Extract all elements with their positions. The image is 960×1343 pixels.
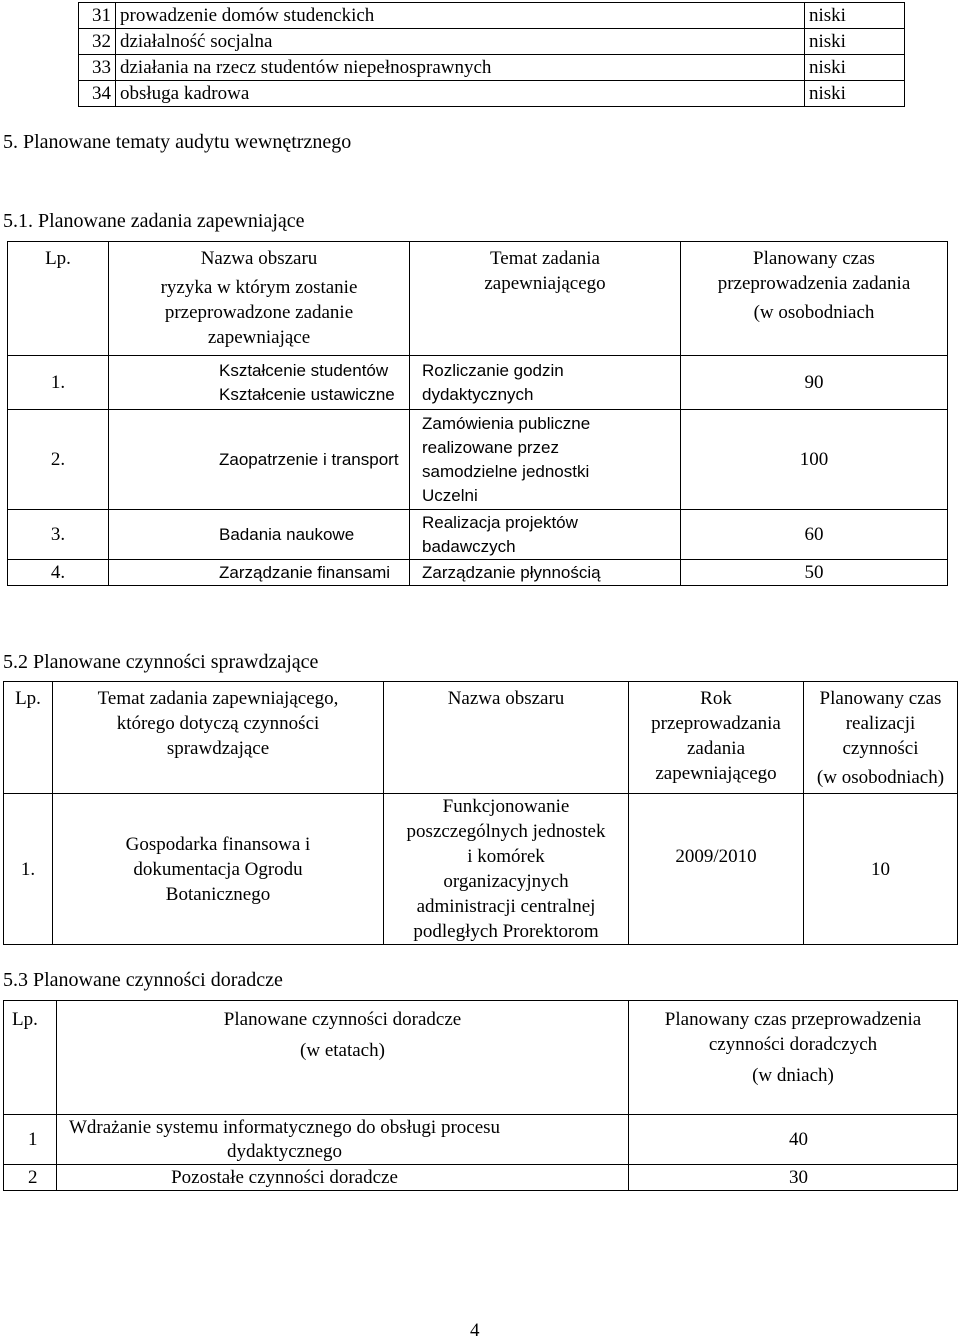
- header-time-line: czynności: [842, 738, 919, 759]
- area-name: [384, 794, 629, 945]
- area-line: Funkcjonowanie: [442, 796, 570, 817]
- table-row: [4, 1165, 958, 1191]
- header-lp: Lp.: [4, 682, 53, 794]
- risk-level: niski: [805, 55, 905, 81]
- header-time-line: Planowany czas przeprowadzenia: [664, 1009, 922, 1030]
- table-row: [4, 1115, 958, 1165]
- table-row: [4, 794, 958, 945]
- planned-time: 50: [681, 560, 948, 586]
- area-name: Zaopatrzenie i transport: [109, 410, 410, 510]
- header-time: [681, 242, 948, 356]
- topic-line: Botanicznego: [165, 883, 271, 905]
- table-row: [8, 560, 948, 586]
- header-year-line: przeprowadzania: [651, 713, 781, 734]
- section-5-3-heading: 5.3 Planowane czynności doradcze: [3, 969, 283, 991]
- row-number: 1.: [4, 794, 53, 945]
- table-row: [8, 510, 948, 560]
- planned-time: 60: [681, 510, 948, 560]
- task-topic: [410, 356, 681, 410]
- row-number: 32: [79, 29, 116, 55]
- header-time: [629, 1001, 958, 1115]
- topic-line: samodzielne jednostki: [422, 461, 590, 481]
- planned-time: 90: [681, 356, 948, 410]
- header-area-line: zapewniające: [207, 327, 311, 348]
- header-time-line: Planowany czas: [753, 248, 875, 269]
- row-number: 31: [79, 3, 116, 29]
- table-header-row: [4, 682, 958, 794]
- planned-time: 100: [681, 410, 948, 510]
- row-number: 4.: [8, 560, 109, 586]
- area-line: administracji centralnej: [416, 896, 596, 917]
- row-number: 34: [79, 81, 116, 107]
- task-topic: Zarządzanie płynnością: [410, 560, 681, 586]
- header-topic: [410, 242, 681, 356]
- topic-line: realizowane przez: [422, 437, 560, 457]
- row-number: 33: [79, 55, 116, 81]
- topic-line: Uczelni: [422, 485, 478, 505]
- header-year-line: zadania: [686, 738, 745, 759]
- advisory-name-line: Wdrażanie systemu informatycznego do obsługi procesu: [68, 1116, 501, 1138]
- row-number: 2.: [8, 410, 109, 510]
- header-time-line: przeprowadzenia zadania: [717, 273, 911, 294]
- area-line: organizacyjnych: [443, 871, 569, 892]
- row-number: 1.: [8, 356, 109, 410]
- topic-line: badawczych: [422, 536, 516, 556]
- table-row: [79, 81, 905, 107]
- task-year: 2009/2010: [629, 794, 804, 945]
- planned-time: 40: [629, 1115, 958, 1165]
- header-time-line: Planowany czas: [819, 688, 942, 709]
- risk-level: niski: [805, 81, 905, 107]
- planned-time: 30: [629, 1165, 958, 1191]
- table-row: [79, 55, 905, 81]
- risk-level: niski: [805, 3, 905, 29]
- topic-line: Zamówienia publiczne: [422, 413, 591, 433]
- task-topic: [410, 510, 681, 560]
- header-time-line: (w dniach): [752, 1065, 834, 1086]
- area-line: poszczególnych jednostek: [406, 821, 606, 842]
- area-name: Badania naukowe: [109, 510, 410, 560]
- risk-level: niski: [805, 29, 905, 55]
- header-area-line: ryzyka w którym zostanie: [160, 277, 358, 298]
- topic-line: dokumentacja Ogrodu: [133, 858, 303, 880]
- area-name: [109, 356, 410, 410]
- topic-line: dydaktycznych: [422, 384, 534, 404]
- table-header-row: [8, 242, 948, 356]
- header-time-line: (w osobodniach: [753, 302, 875, 323]
- header-area: [384, 682, 629, 794]
- header-topic-line: sprawdzające: [166, 738, 270, 759]
- header-name-line: (w etatach): [300, 1040, 385, 1061]
- header-name: [57, 1001, 629, 1115]
- advisory-name: [57, 1115, 629, 1165]
- area-name: działania na rzecz studentów niepełnosprawnych: [116, 55, 805, 81]
- area-name: działalność socjalna: [116, 29, 805, 55]
- advisory-name-line: dydaktycznego: [226, 1140, 342, 1162]
- advisory-name: Pozostałe czynności doradcze: [57, 1165, 629, 1191]
- topic-line: Rozliczanie godzin: [422, 360, 564, 380]
- section-5-1-heading: 5.1. Planowane zadania zapewniające: [3, 210, 305, 232]
- header-topic-line: Temat zadania: [490, 248, 600, 269]
- assurance-tasks-table: [7, 241, 948, 586]
- row-number: 1: [4, 1115, 57, 1165]
- header-year-line: Rok: [700, 688, 732, 709]
- header-time-line: czynności doradczych: [708, 1034, 878, 1055]
- verification-activities-table: [3, 681, 958, 945]
- header-area: [109, 242, 410, 356]
- row-number: 3.: [8, 510, 109, 560]
- header-year-line: zapewniającego: [655, 763, 777, 784]
- table-row: [8, 410, 948, 510]
- table-row: [79, 3, 905, 29]
- header-topic-line: którego dotyczą czynności: [116, 713, 320, 734]
- table-row: [79, 29, 905, 55]
- header-lp: [8, 242, 109, 356]
- page-number: 4: [470, 1320, 480, 1341]
- header-area-line: Nazwa obszaru: [447, 688, 565, 709]
- header-time-line: (w osobodniach): [816, 767, 945, 788]
- section-5-2-heading: 5.2 Planowane czynności sprawdzające: [3, 651, 319, 673]
- task-topic: [53, 794, 384, 945]
- task-topic: [410, 410, 681, 510]
- header-lp: Lp.: [4, 1001, 57, 1115]
- table-header-row: [4, 1001, 958, 1115]
- section-5-heading: 5. Planowane tematy audytu wewnętrznego: [3, 131, 352, 153]
- header-area-line: Nazwa obszaru: [200, 248, 318, 269]
- header-topic: [53, 682, 384, 794]
- area-line: i komórek: [467, 846, 545, 867]
- header-topic-line: Temat zadania zapewniającego,: [97, 688, 339, 709]
- advisory-activities-table: [3, 1000, 958, 1191]
- area-name: prowadzenie domów studenckich: [116, 3, 805, 29]
- header-name-line: Planowane czynności doradcze: [223, 1009, 462, 1030]
- table-row: [8, 356, 948, 410]
- header-topic-line: zapewniającego: [484, 273, 606, 294]
- area-line: Kształcenie ustawiczne: [219, 384, 395, 404]
- header-area-line: przeprowadzone zadanie: [164, 302, 354, 323]
- planned-time: 10: [804, 794, 958, 945]
- topic-line: Gospodarka finansowa i: [125, 833, 311, 855]
- header-time-line: realizacji: [845, 713, 916, 734]
- area-line: podległych Prorektorom: [413, 921, 599, 942]
- area-name: Zarządzanie finansami: [109, 560, 410, 586]
- top-risk-table: [78, 2, 905, 107]
- header-time: [804, 682, 958, 794]
- topic-line: Realizacja projektów: [422, 512, 578, 532]
- header-year: [629, 682, 804, 794]
- row-number: 2: [4, 1165, 57, 1191]
- area-line: Kształcenie studentów: [219, 360, 389, 380]
- area-name: obsługa kadrowa: [116, 81, 805, 107]
- header-lp-text: Lp.: [45, 248, 71, 269]
